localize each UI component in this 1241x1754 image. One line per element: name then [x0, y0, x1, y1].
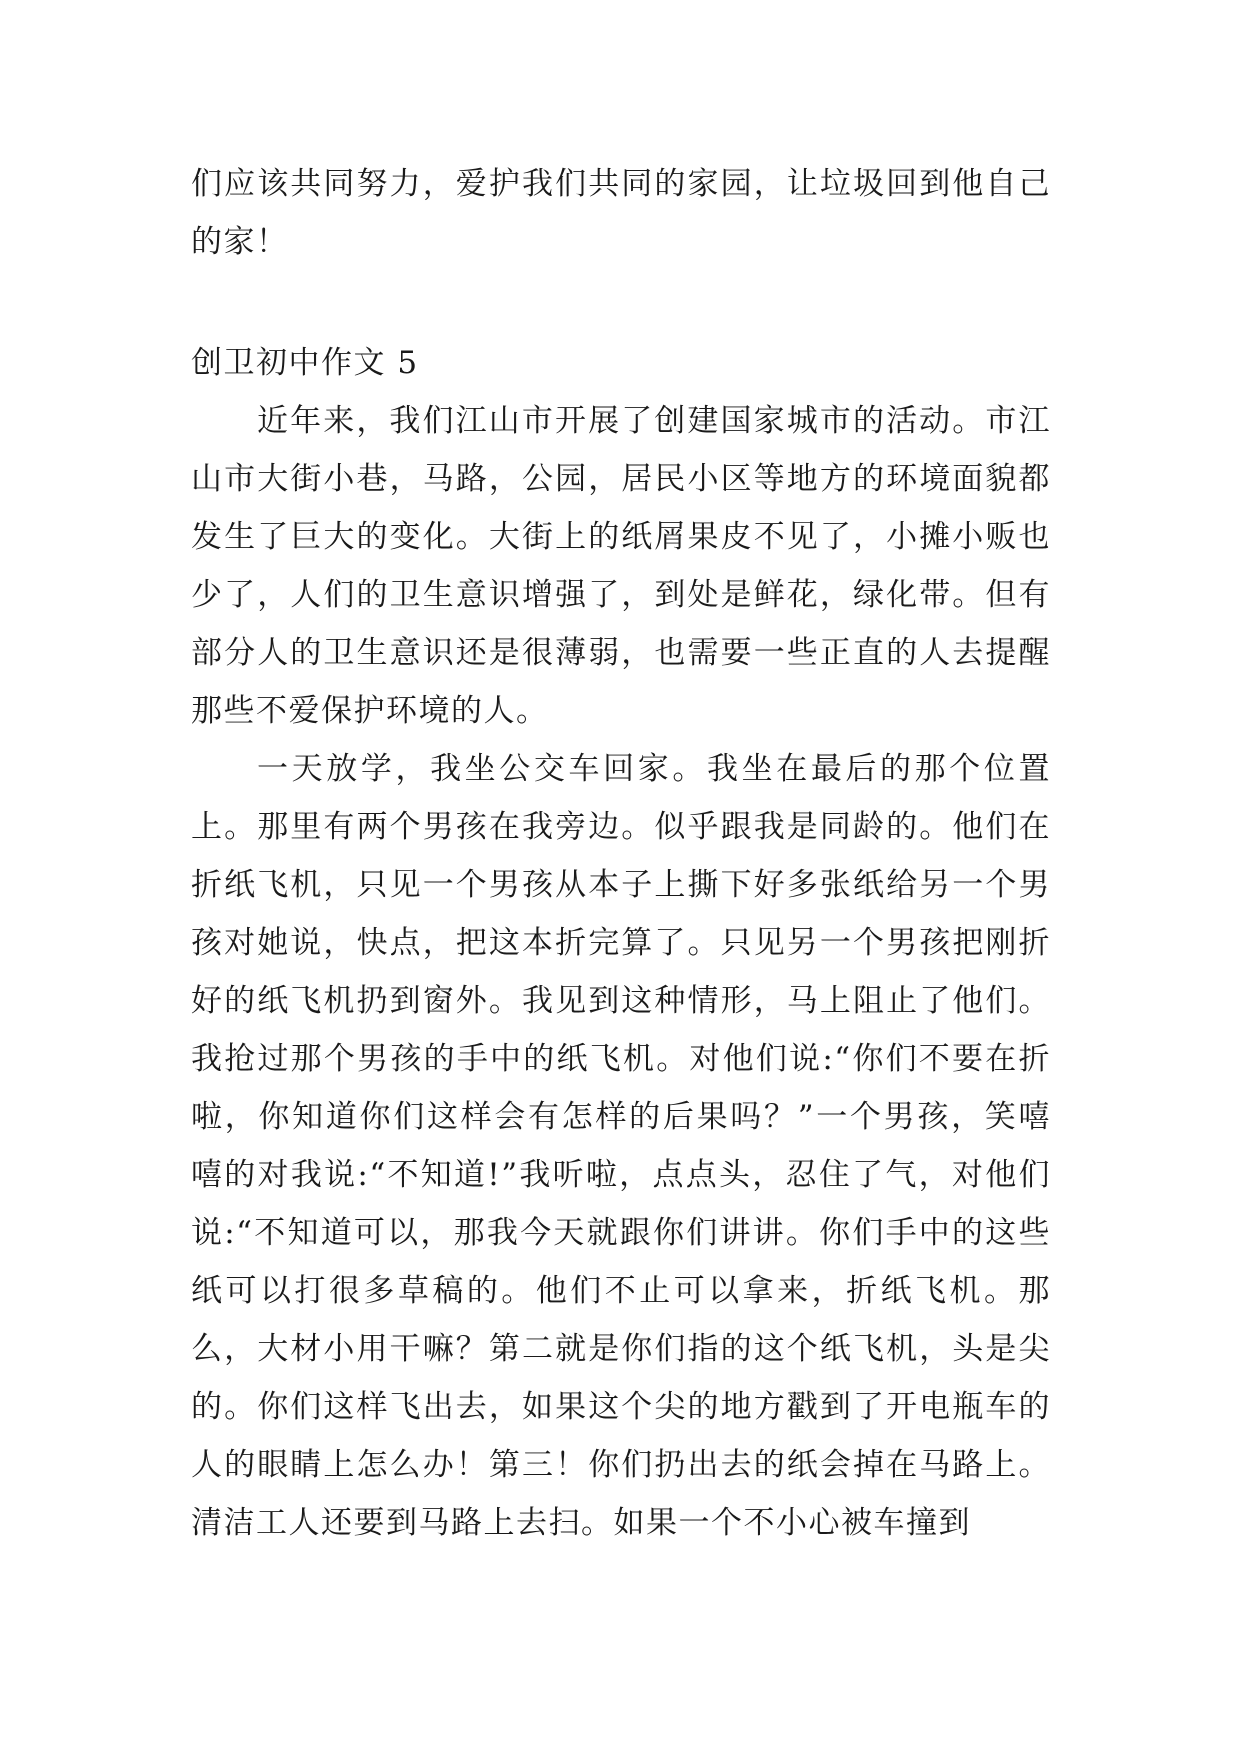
section-title: 创卫初中作文 5	[191, 345, 419, 381]
essay-body	[191, 392, 1051, 1552]
intro-text	[191, 155, 1051, 271]
paragraph-2: 一天放学，我坐公交车回家。我坐在最后的那个位置上。那里有两个男孩在我旁边。似乎跟我是同龄的。他们在折纸飞机，只见一个男孩从本子上撕下好多张纸给另一个男孩对她说，快点，把这本折完算了。只见另一个男孩把刚折好的纸飞机扔到窗外。我见到这种情形，马上阻止了他们。 我抢过那个男孩的手中的纸飞机。对他们说:“你们不要在折啦，你知道你们这样会有怎样的后果吗？”一个男孩，笑嘻嘻的对我说:“不知道!”我听啦，点点头，忍住了气，对他们说:“不知道可以，那我今天就跟你们讲讲。你们手中的这些纸可以打很多草稿的。他们不止可以拿来，折纸飞机。那么，大材小用干嘛？第二就是你们指的这个纸飞机，头是尖的。你们这样飞出去，如果这个尖的地方戳到了开电瓶车的人的眼睛上怎么办！第三！你们扔出去的纸会掉在马路上。清洁工人还要到马路上去扫。如果一个不小心被车撞到	[191, 751, 1051, 1541]
paragraph-1: 近年来，我们江山市开展了创建国家城市的活动。市江山市大街小巷，马路，公园，居民小区等地方的环境面貌都发生了巨大的变化。大街上的纸屑果皮不见了，小摊小贩也少了，人们的卫生意识增强了，到处是鲜花，绿化带。但有部分人的卫生意识还是很薄弱，也需要一些正直的人去提醒那些不爱保护环境的人。	[191, 403, 1051, 729]
intro-paragraph: 们应该共同努力，爱护我们共同的家园，让垃圾回到他自己的家！	[191, 166, 1051, 260]
